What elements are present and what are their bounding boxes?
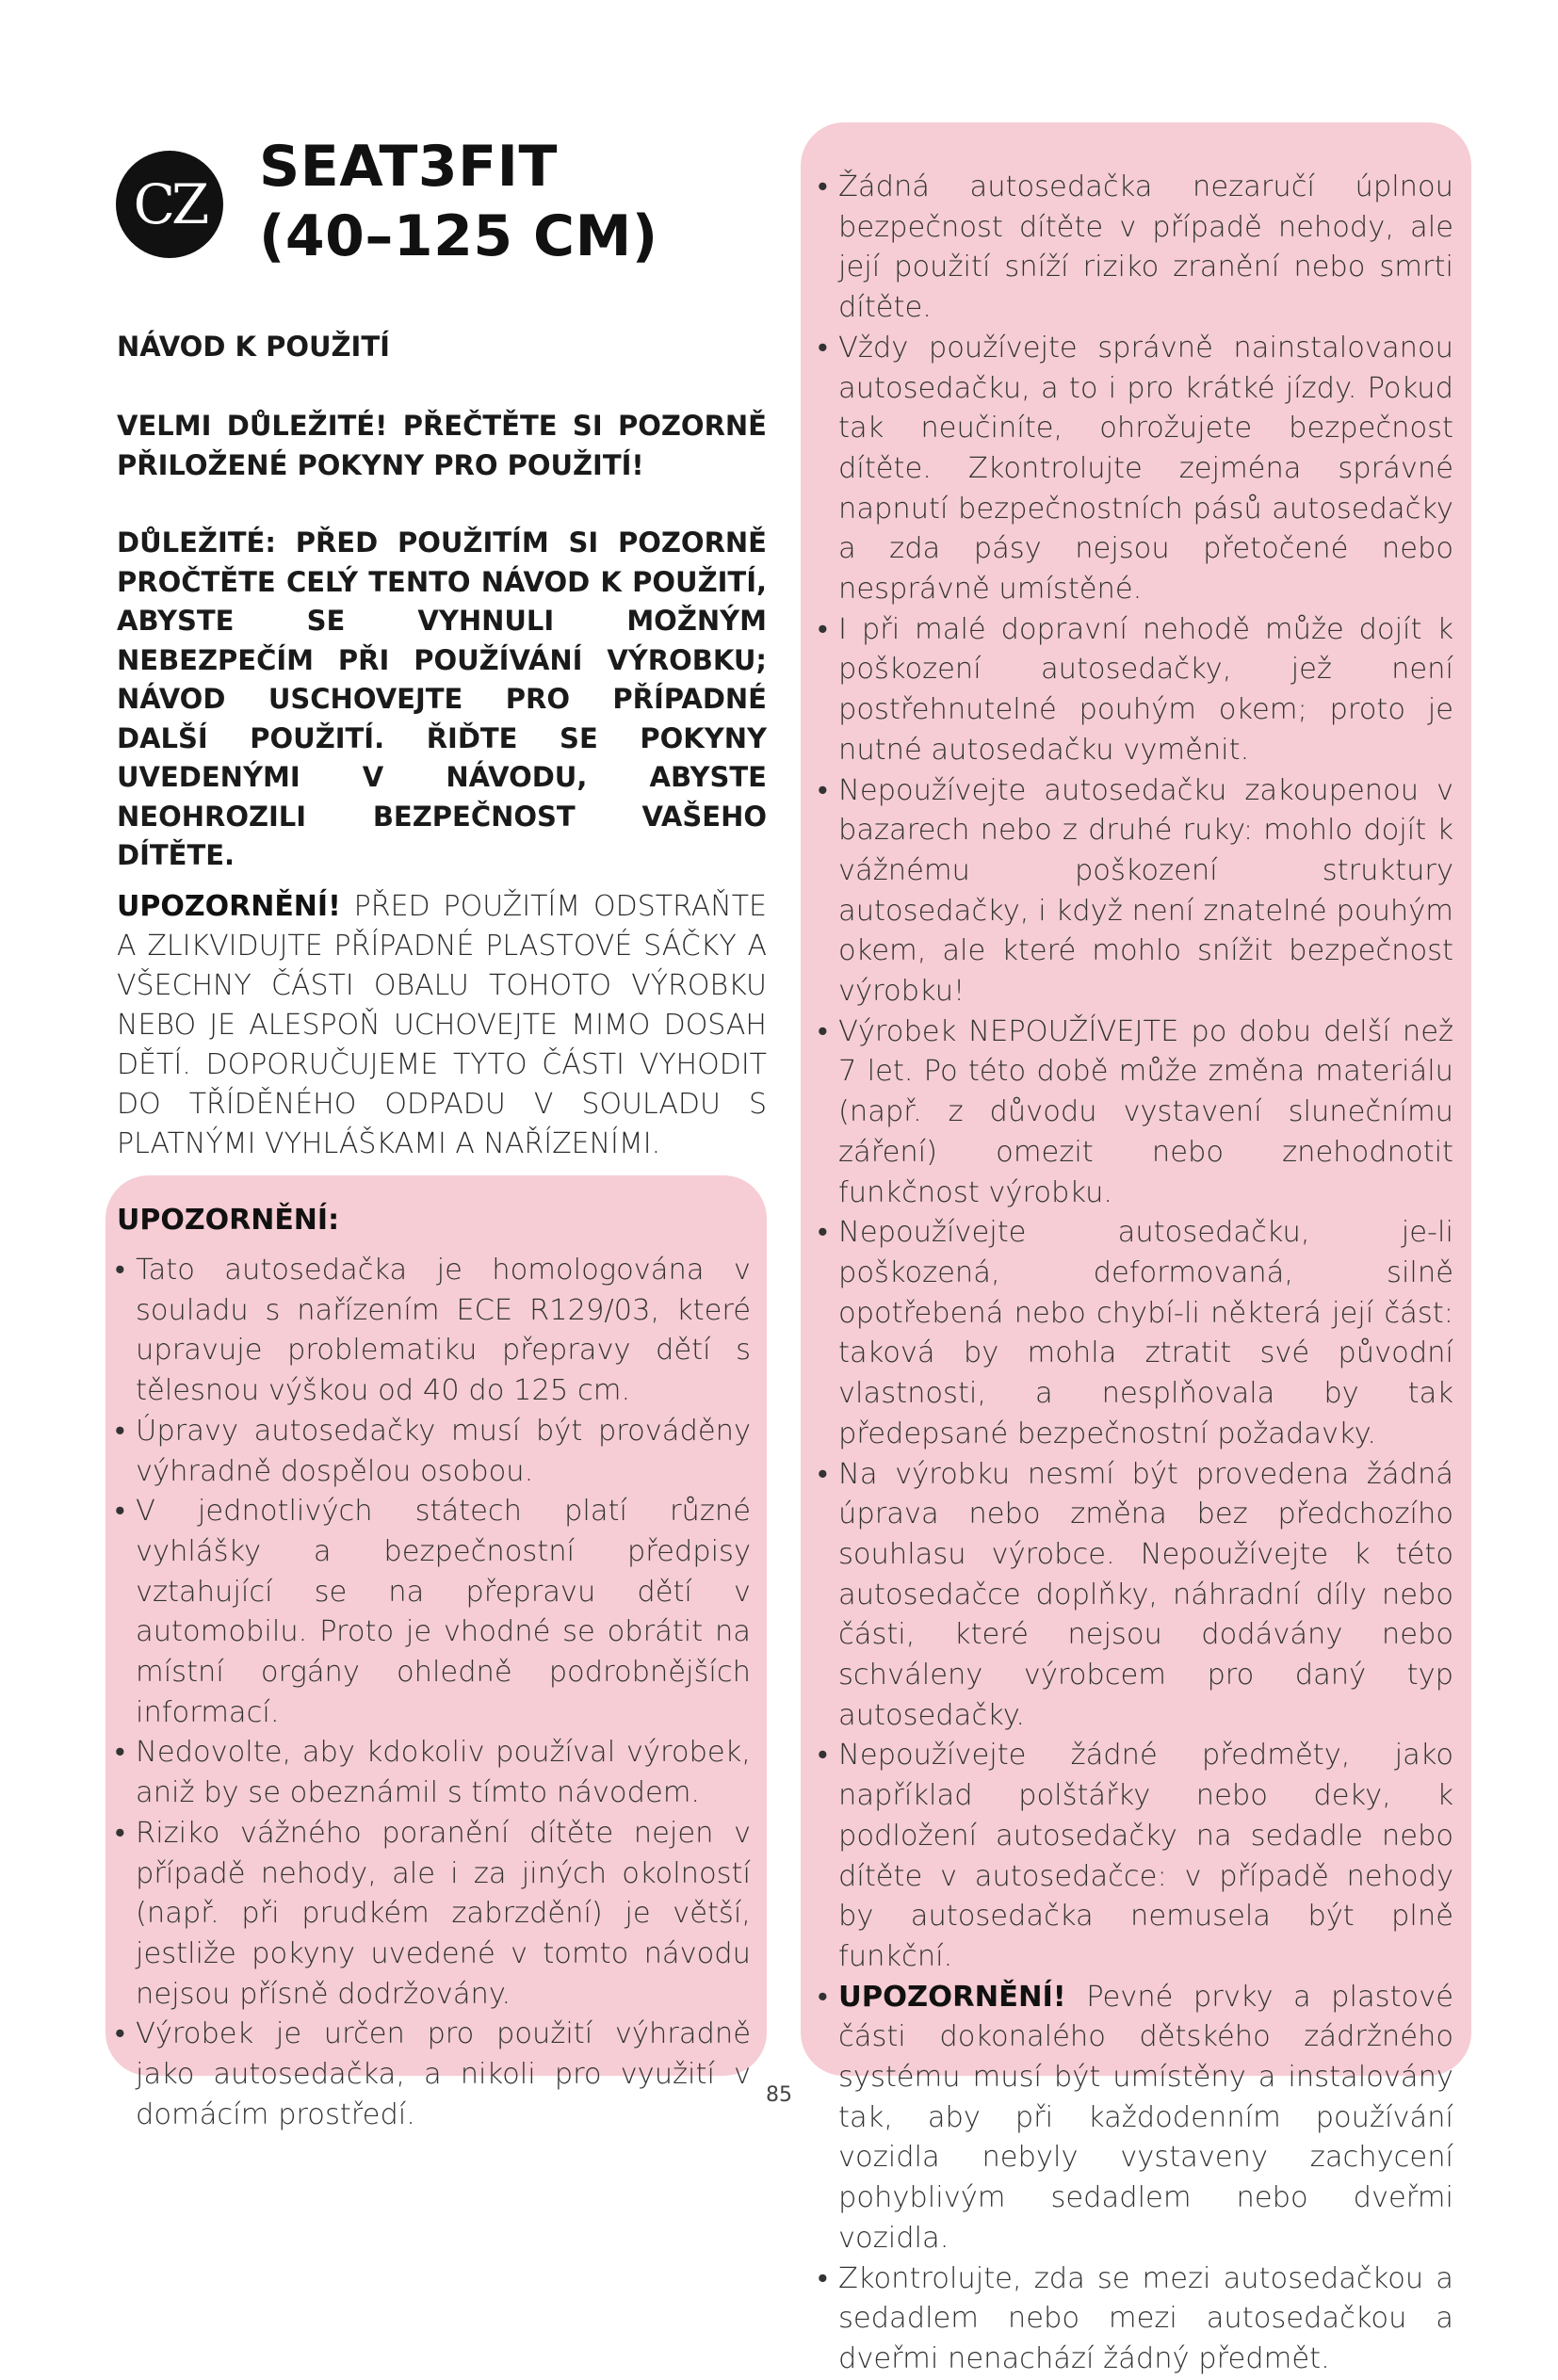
packaging-warning-label: UPOZORNĚNÍ! — [117, 890, 341, 923]
packaging-warning — [117, 887, 767, 1164]
warning-list — [115, 1251, 751, 2135]
language-badge-cz: CZ — [116, 151, 223, 258]
title-line-2: (40–125 CM) — [259, 203, 658, 269]
list-item: • Nedovolte, aby kdokoliv používal výrobek, aniž by se obeznámil s tímto návodem. — [115, 1733, 751, 1813]
list-item: • Na výrobku nesmí být provedena žádná úprava nebo změna bez předchozího souhlasu výrobce. Nepoužívejte k této autosedačce doplňky, náhradní díly nebo části, které nejsou dodávány nebo schváleny výrobcem pro daný typ autosedačky. — [818, 1455, 1453, 1737]
list-item: • Riziko vážného poranění dítěte nejen v případě nehody, ale i za jiných okolností (např. při prudkém zabrzdění) je větší, jestliže pokyny uvedené v tomto návodu nejsou přísně dodržovány. — [115, 1814, 751, 2016]
instructions-heading: NÁVOD K POUŽITÍ — [117, 331, 390, 363]
list-item: • Tato autosedačka je homologována v souladu s nařízením ECE R129/03, které upravuje problematiku přepravy dětí s tělesnou výškou od 40 do 125 cm. — [115, 1251, 751, 1412]
page-title — [259, 132, 658, 271]
list-item: • Nepoužívejte autosedačku zakoupenou v bazarech nebo z druhé ruky: mohlo dojít k vážnému poškození struktury autosedačky, i když není znatelné pouhým okem, ale které mohlo snížit bezpečnost výrobku! — [818, 771, 1453, 1012]
safety-list — [818, 168, 1453, 2380]
page-number: 85 — [766, 2083, 792, 2107]
list-item: • V jednotlivých státech platí různé vyhlášky a bezpečnostní předpisy vztahující se na přepravu dětí v automobilu. Proto je vhodné se obrátit na místní orgány ohledně podrobnějších informací. — [115, 1492, 751, 1733]
warning-box — [105, 1175, 767, 2131]
list-item: • Zkontrolujte, zda se mezi autosedačkou a sedadlem nebo mezi autosedačkou a dveřmi nenachází žádný předmět. — [818, 2259, 1453, 2380]
list-item: • Nepoužívejte autosedačku, je-li poškozená, deformovaná, silně opotřebená nebo chybí-li některá její část: taková by mohla ztratit své původní vlastnosti, a nesplňovala by tak předepsané bezpečnostní požadavky. — [818, 1213, 1453, 1454]
list-item-warning-text: Pevné prvky a plastové části dokonalého dětského zádržného systému musí být umístěny a instalovány tak, aby při každodenním používání vozidla nebyly vystaveny zachycení pohyblivým sedadlem nebo dveřmi vozidla. — [838, 1980, 1453, 2255]
list-item: • I při malé dopravní nehodě může dojít k poškození autosedačky, jež není postřehnutelné pouhým okem; proto je nutné autosedačku vyměnit. — [818, 610, 1453, 771]
very-important-notice: VELMI DŮLEŽITÉ! PŘEČTĚTE SI POZORNĚ PŘILOŽENÉ POKYNY PRO POUŽITÍ! — [117, 410, 767, 481]
title-line-1: SEAT3FIT — [259, 134, 558, 200]
list-item: • Výrobek je určen pro použití výhradně jako autosedačka, a nikoli pro využití v domácím prostředí. — [115, 2015, 751, 2135]
safety-box — [801, 122, 1471, 2375]
important-notice: DŮLEŽITÉ: PŘED POUŽITÍM SI POZORNĚ PROČTĚTE CELÝ TENTO NÁVOD K POUŽITÍ, ABYSTE SE VYHNULI MOŽNÝM NEBEZPEČÍM PŘI POUŽÍVÁNÍ VÝROBKU; NÁVOD USCHOVEJTE PRO PŘÍPADNÉ DALŠÍ POUŽITÍ. ŘIĎTE SE POKYNY UVEDENÝMI V NÁVODU, ABYSTE NEOHROZILI BEZPEČNOST VAŠEHO DÍTĚTE. — [117, 526, 767, 871]
list-item: • Nepoužívejte žádné předměty, jako například polštářky nebo deky, k podložení autosedačky na sedadle nebo dítěte v autosedačce: v případě nehody by autosedačka nemusela být plně funkční. — [818, 1736, 1453, 1977]
list-item: • Úpravy autosedačky musí být prováděny výhradně dospělou osobou. — [115, 1412, 751, 1492]
list-item-warning-label: UPOZORNĚNÍ! — [838, 1980, 1066, 2014]
packaging-warning-text: PŘED POUŽITÍM ODSTRAŇTE A ZLIKVIDUJTE PŘÍPADNÉ PLASTOVÉ SÁČKY A VŠECHNY ČÁSTI OBALU TOHOTO VÝROBKU NEBO JE ALESPOŇ UCHOVEJTE MIMO DOSAH DĚTÍ. DOPORUČUJEME TYTO ČÁSTI VYHODIT DO TŘÍDĚNÉHO ODPADU V SOULADU S PLATNÝMI VYHLÁŠKAMI A NAŘÍZENÍMI. — [117, 890, 767, 1160]
list-item: • Vždy používejte správně nainstalovanou autosedačku, a to i pro krátké jízdy. Pokud tak neučiníte, ohrožujete bezpečnost dítěte. Zkontrolujte zejména správné napnutí bezpečnostních pásů autosedačky a zda pásy nejsou přetočené nebo nesprávně umístěné. — [818, 329, 1453, 610]
list-item: • Výrobek NEPOUŽÍVEJTE po dobu delší než 7 let. Po této době může změna materiálu (např. z důvodu vystavení slunečnímu záření) omezit nebo znehodnotit funkčnost výrobku. — [818, 1012, 1453, 1214]
list-item-warning — [818, 1978, 1453, 2259]
warning-box-heading: UPOZORNĚNÍ: — [117, 1204, 340, 1237]
list-item: • Žádná autosedačka nezaručí úplnou bezpečnost dítěte v případě nehody, ale její použití sníží riziko zranění nebo smrti dítěte. — [818, 168, 1453, 329]
